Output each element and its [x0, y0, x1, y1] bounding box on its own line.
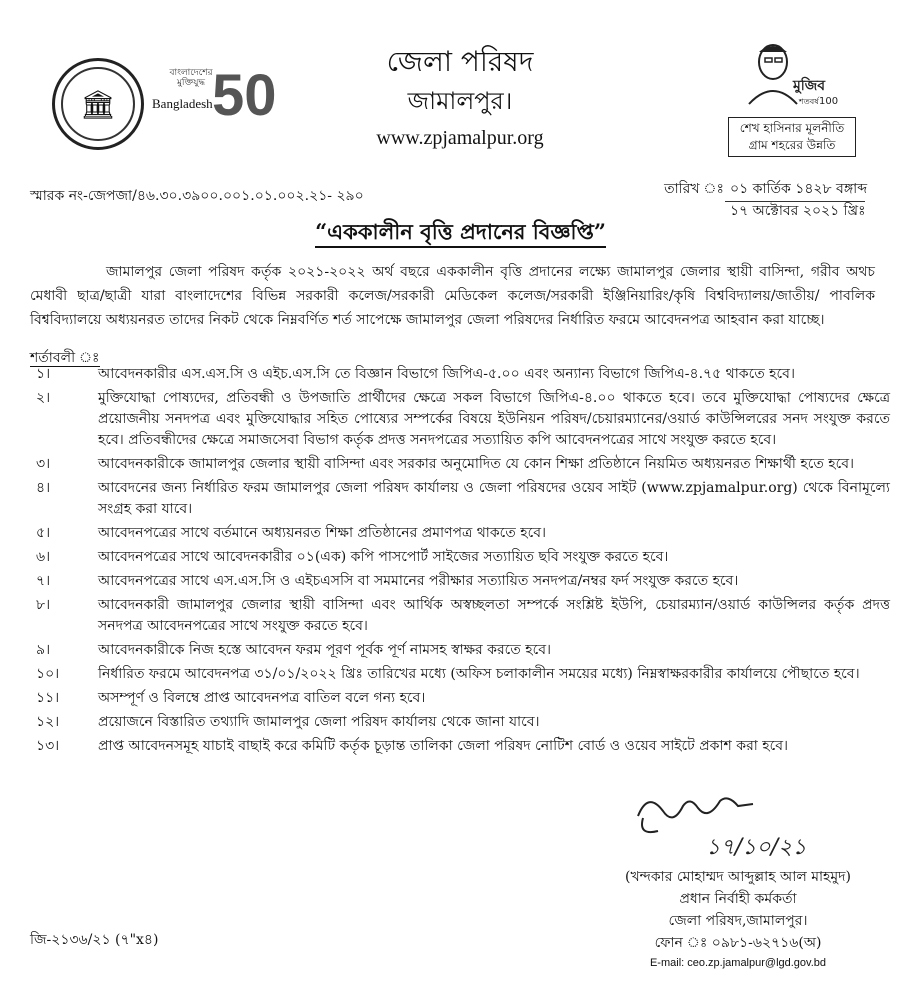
condition-text: নির্ধারিত ফরমে আবেদনপত্র ৩১/০১/২০২২ খ্রিঃ তারিখের মধ্যে (অফিস চলাকালীন সময়ের মধ্যে) নিম্নস্বাক্ষরকারীর কার্যালয়ে পৌছাতে হবে।	[98, 666, 860, 682]
conditions-list	[30, 364, 890, 760]
bd50-number: 50	[212, 63, 277, 128]
building-icon: 🏛	[61, 67, 135, 141]
signatory-phone: ফোন ঃ ০৯৮১-৬২৭১৬(অ)	[654, 935, 822, 951]
condition-item	[30, 388, 890, 451]
condition-item	[30, 688, 890, 709]
handwritten-signature	[628, 786, 807, 866]
condition-text: আবেদনকারীকে নিজ হস্তে আবেদন ফরম পূরণ পূর্বক পূর্ণ নামসহ স্বাক্ষর করতে হবে।	[98, 642, 552, 658]
zila-parishad-seal-logo	[52, 58, 144, 150]
date-bangla: ০১ কার্তিক ১৪২৮ বঙ্গাব্দ	[730, 181, 868, 197]
condition-number: ১।	[36, 366, 51, 382]
date-label: তারিখ ঃ	[664, 181, 724, 197]
signatory-name: (খন্দকার মোহাম্মদ আব্দুল্লাহ আল মাহমুদ)	[625, 869, 851, 885]
condition-item	[30, 547, 890, 568]
org-name: জেলা পরিষদ	[386, 45, 534, 78]
condition-number: ১৩।	[36, 738, 60, 754]
organization-title	[300, 44, 620, 152]
condition-number: ৫।	[36, 525, 51, 541]
condition-item	[30, 571, 890, 592]
condition-item	[30, 712, 890, 733]
condition-item	[30, 364, 890, 385]
condition-item	[30, 454, 890, 475]
condition-text: আবেদনপত্রের সাথে এস.এস.সি ও এইচএসসি বা সমমানের পরীক্ষার সত্যায়িত সনদপত্র/নম্বর ফর্দ সংযুক্ত করতে হবে।	[98, 573, 739, 589]
svg-text:শতবর্ষ: শতবর্ষ	[799, 97, 819, 106]
condition-number: ৪।	[36, 480, 51, 496]
print-code: জি-২১৩৬/২১ (৭"x৪)	[30, 932, 159, 948]
svg-text:100: 100	[819, 96, 839, 107]
signatory-office: জেলা পরিষদ,জামালপুর।	[668, 913, 808, 929]
bangladesh-50-logo	[150, 60, 290, 130]
condition-text: মুক্তিযোদ্ধা পোষ্যদের, প্রতিবন্ধী ও উপজাতি প্রার্থীদের ক্ষেত্রে সকল বিভাগে জিপিএ-৪.০০ থাকতে হবে। তবে মুক্তিযোদ্ধা পোষ্যদের ক্ষেত্রে প্রয়োজনীয় সনদপত্র এবং মুক্তিযোদ্ধার সহিত পোষ্যের সম্পর্কের বিষয়ে ইউনিয়ন পরিষদ/চেয়ারম্যানের/ওয়ার্ড কাউন্সিলরের সনদ সংযুক্ত করতে হবে। প্রতিবন্ধীদের ক্ষেত্রে সমাজসেবা বিভাগ কর্তৃক প্রদত্ত সনদপত্রের সত্যায়িত কপি আবেদনপত্রের সাথে সংযুক্ত করতে হবে।	[98, 390, 890, 448]
signature-block	[598, 866, 878, 972]
condition-item	[30, 664, 890, 685]
condition-number: ৮।	[36, 597, 51, 613]
date-english: ১৭ অক্টোবর ২০২১ খ্রিঃ	[730, 203, 866, 219]
condition-text: আবেদনপত্রের সাথে বর্তমানে অধ্যয়নরত শিক্ষা প্রতিষ্ঠানের প্রমাণপত্র থাকতে হবে।	[98, 525, 547, 541]
condition-number: ১০।	[36, 666, 60, 682]
condition-number: ৬।	[36, 549, 51, 565]
condition-text: আবেদনের জন্য নির্ধারিত ফরম জামালপুর জেলা পরিষদ কার্যালয় ও জেলা পরিষদের ওয়েব সাইট (www.zpjamalpur.org) থেকে বিনামূল্যে সংগ্রহ করা যাবে।	[98, 480, 890, 517]
slogan-box	[728, 117, 856, 157]
condition-item	[30, 640, 890, 661]
conditions-heading: শর্তাবলী ঃ	[30, 350, 100, 366]
slogan-line-2: গ্রাম শহরের উন্নতি	[748, 138, 836, 152]
condition-text: আবেদনকারীকে জামালপুর জেলার স্থায়ী বাসিন্দা এবং সরকার অনুমোদিত যে কোন শিক্ষা প্রতিষ্ঠানে নিয়মিত অধ্যয়নরত শিক্ষার্থী হতে হবে।	[98, 456, 855, 472]
condition-number: ১২।	[36, 714, 60, 730]
memo-number: স্মারক নং-জেপজা/৪৬.৩০.৩৯০০.০০১.০১.০০২.২১- ২৯০	[30, 188, 364, 204]
condition-text: আবেদনকারী জামালপুর জেলার স্থায়ী বাসিন্দা এবং আর্থিক অস্বচ্ছলতা সম্পর্কে সংশ্লিষ্ট ইউপি, চেয়ারম্যান/ওয়ার্ড কাউন্সিলর কর্তৃক প্রদত্ত সনদপত্র আবেদনপত্রের সাথে সংযুক্ত করতে হবে।	[98, 597, 890, 634]
condition-text: আবেদনকারীর এস.এস.সি ও এইচ.এস.সি তে বিজ্ঞান বিভাগে জিপিএ-৫.০০ এবং অন্যান্য বিভাগে জিপিএ-৪.৭৫ থাকতে হবে।	[98, 366, 795, 382]
portrait-icon	[735, 38, 839, 108]
condition-number: ১১।	[36, 690, 60, 706]
org-city: জামালপুর।	[407, 87, 513, 115]
condition-text: প্রাপ্ত আবেদনসমূহ যাচাই বাছাই করে কমিটি কর্তৃক চূড়ান্ত তালিকা জেলা পরিষদ নোটিশ বোর্ড ও ওয়েব সাইটে প্রকাশ করা হবে।	[98, 738, 789, 754]
svg-text:১৭/১০/২১: ১৭/১০/২১	[706, 835, 807, 860]
bd50-word: Bangladesh	[152, 96, 213, 111]
condition-text: আবেদনপত্রের সাথে আবেদনকারীর ০১(এক) কপি পাসপোর্ট সাইজের সত্যায়িত ছবি সংযুক্ত করতে হবে।	[98, 549, 669, 565]
mujib-centenary-logo	[735, 38, 839, 108]
notice-title-text: “এককালীন বৃত্তি প্রদানের বিজ্ঞপ্তি”	[315, 219, 606, 248]
bd50-tagline: বাংলাদেশের মুক্তিযুদ্ধ	[169, 68, 213, 88]
svg-text:মুজিব: মুজিব	[793, 78, 826, 94]
condition-item	[30, 478, 890, 520]
date-divider	[725, 201, 865, 202]
condition-item	[30, 595, 890, 637]
condition-text: প্রয়োজনে বিস্তারিত তথ্যাদি জামালপুর জেলা পরিষদ কার্যালয় থেকে জানা যাবে।	[98, 714, 540, 730]
condition-item	[30, 736, 890, 757]
signatory-designation: প্রধান নির্বাহী কর্মকর্তা	[679, 891, 797, 907]
condition-item	[30, 523, 890, 544]
condition-number: ৯।	[36, 642, 51, 658]
condition-text: অসম্পূর্ণ ও বিলম্বে প্রাপ্ত আবেদনপত্র বাতিল বলে গন্য হবে।	[98, 690, 426, 706]
slogan-line-1: শেখ হাসিনার মূলনীতি	[739, 121, 845, 135]
notice-title	[0, 216, 921, 251]
condition-number: ৭।	[36, 573, 51, 589]
condition-number: ২।	[36, 390, 51, 406]
signatory-email: E-mail: ceo.zp.jamalpur@lgd.gov.bd	[649, 957, 827, 969]
condition-number: ৩।	[36, 456, 51, 472]
notice-intro: জামালপুর জেলা পরিষদ কর্তৃক ২০২১-২০২২ অর্থ বছরে এককালীন বৃত্তি প্রদানের লক্ষ্যে জামালপুর জেলার স্থায়ী বাসিন্দা, গরীব অথচ মেধাবী ছাত্র/ছাত্রী যারা বাংলাদেশের বিভিন্ন সরকারী কলেজ/সরকারী মেডিকেল কলেজ/সরকারী ইঞ্জিনিয়ারিং/কৃষি বিশ্ববিদ্যালয়/জাতীয়/ পাবলিক বিশ্ববিদ্যালয়ে অধ্যয়নরত তাদের নিকট থেকে নিম্নবর্ণিত শর্ত সাপেক্ষে জামালপুর জেলা পরিষদের নির্ধারিত ফরমে আবেদনপত্র আহবান করা যাচ্ছে।	[30, 264, 875, 328]
org-website: www.zpjamalpur.org	[376, 127, 544, 149]
